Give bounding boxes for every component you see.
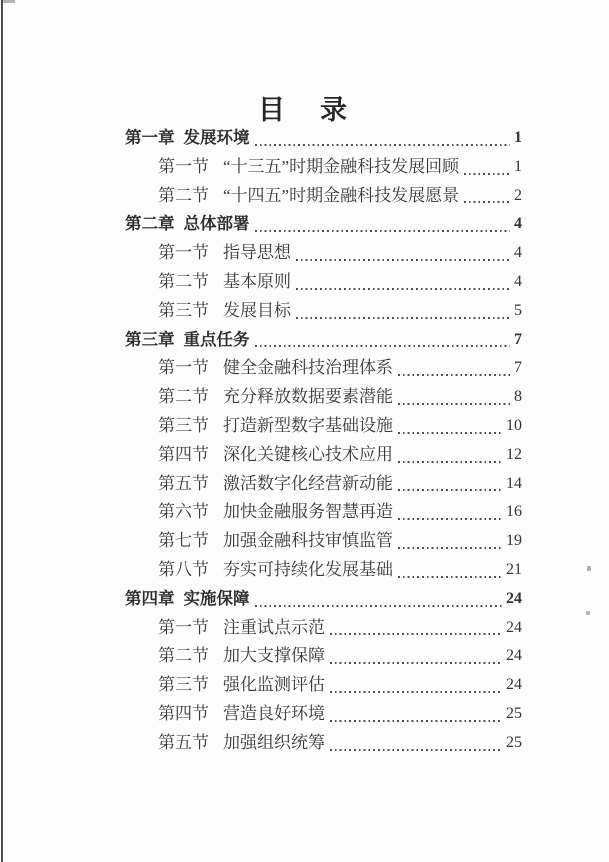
toc-entry-number: 第一节 <box>158 358 209 378</box>
leader-dots <box>398 489 502 491</box>
leader-dots <box>398 461 502 463</box>
leader-dots <box>330 633 502 635</box>
toc-entry-title: 加快金融服务智慧再造 <box>223 502 393 522</box>
leader-dots <box>398 432 502 434</box>
toc-entry-title: 激活数字化经营新动能 <box>223 473 393 493</box>
toc-entry-number: 第五节 <box>158 732 209 752</box>
toc-entry-title: 实施保障 <box>183 589 250 608</box>
toc-entry-section <box>125 182 522 211</box>
leader-dots <box>255 605 503 607</box>
toc-entry-section <box>125 239 522 268</box>
toc-entry-title: 发展环境 <box>183 129 250 147</box>
toc-entry-section <box>125 354 522 383</box>
toc-entry-section <box>125 268 522 297</box>
leader-dots <box>330 662 502 664</box>
leader-dots <box>330 720 502 722</box>
toc-entry-section <box>125 383 522 412</box>
toc-entry-title: “十三五”时期金融科技发展回顾 <box>223 156 460 176</box>
scan-edge-shadow <box>1 0 3 862</box>
leader-dots <box>398 403 510 405</box>
toc-entry-title: 强化监测评估 <box>223 675 325 695</box>
toc-entry-title: 深化关键核心技术应用 <box>223 444 393 464</box>
toc-entry-number: 第一节 <box>158 156 209 176</box>
toc-entry-title: “十四五”时期金融科技发展愿景 <box>223 185 460 205</box>
toc-entry-section <box>125 614 522 643</box>
toc-entry-number: 第一节 <box>158 617 209 637</box>
toc-entry-section <box>125 527 522 556</box>
leader-dots <box>464 173 510 175</box>
toc-entry-number: 第二节 <box>158 271 209 291</box>
toc-entry-chapter <box>125 326 522 355</box>
scan-speck <box>587 566 591 571</box>
toc-entry-number: 第四节 <box>158 703 209 723</box>
toc-entry-number: 第二节 <box>158 646 209 666</box>
toc-entry-page-number: 24 <box>506 589 522 607</box>
toc-entry-section <box>125 441 522 470</box>
toc-entry-section <box>125 729 522 758</box>
toc-entry-number: 第三节 <box>158 300 209 320</box>
toc-entry-title: 健全金融科技治理体系 <box>223 358 393 378</box>
toc-entry-number: 第四章 <box>125 589 175 608</box>
leader-dots <box>255 230 511 232</box>
toc-entry-page-number: 5 <box>514 301 522 319</box>
toc-entry-title: 重点任务 <box>183 330 250 349</box>
toc-entry-chapter <box>125 210 522 239</box>
toc-entry-section <box>125 642 522 671</box>
toc-entry-section <box>125 556 522 585</box>
toc-entry-section <box>125 671 522 700</box>
toc-list <box>125 124 522 758</box>
toc-entry-section <box>125 700 522 729</box>
leader-dots <box>330 749 502 751</box>
leader-dots <box>255 345 511 347</box>
toc-entry-page-number: 12 <box>506 445 522 463</box>
toc-entry-number: 第二节 <box>158 387 209 407</box>
toc-entry-title: 基本原则 <box>223 271 291 291</box>
toc-entry-page-number: 4 <box>514 272 522 290</box>
leader-dots <box>296 317 510 319</box>
toc-entry-title: 营造良好环境 <box>223 703 325 723</box>
toc-entry-number: 第三节 <box>158 675 209 695</box>
toc-entry-page-number: 24 <box>506 647 522 665</box>
toc-entry-title: 充分释放数据要素潜能 <box>223 387 393 407</box>
toc-entry-title: 加大支撑保障 <box>223 646 325 666</box>
toc-entry-section <box>125 153 522 182</box>
toc-entry-page-number: 7 <box>514 330 522 348</box>
toc-entry-page-number: 1 <box>514 129 522 146</box>
toc-entry-page-number: 4 <box>514 215 522 233</box>
toc-entry-number: 第二章 <box>125 215 175 234</box>
toc-entry-number: 第六节 <box>158 502 209 522</box>
leader-dots <box>464 201 510 203</box>
toc-entry-number: 第八节 <box>158 559 209 579</box>
toc-entry-number: 第一章 <box>125 129 175 147</box>
toc-entry-page-number: 10 <box>506 416 522 434</box>
toc-entry-page-number: 25 <box>506 704 522 722</box>
toc-entry-title: 总体部署 <box>183 215 250 234</box>
toc-entry-title: 指导思想 <box>223 243 291 263</box>
toc-entry-page-number: 2 <box>514 186 522 204</box>
toc-entry-page-number: 7 <box>514 359 522 377</box>
toc-entry-title: 打造新型数字基础设施 <box>223 415 393 435</box>
toc-entry-page-number: 21 <box>506 560 522 578</box>
leader-dots <box>398 374 510 376</box>
toc-entry-page-number: 25 <box>506 733 522 751</box>
leader-dots <box>330 691 502 693</box>
toc-entry-number: 第五节 <box>158 473 209 493</box>
leader-dots <box>398 547 502 549</box>
toc-entry-title: 注重试点示范 <box>223 617 325 637</box>
leader-dots <box>255 144 511 146</box>
toc-entry-page-number: 24 <box>506 618 522 636</box>
scan-artifact-top-left <box>3 0 15 3</box>
toc-entry-page-number: 8 <box>514 388 522 406</box>
scan-speck <box>586 611 590 615</box>
toc-entry-number: 第三章 <box>125 330 175 349</box>
toc-entry-section <box>125 297 522 326</box>
toc-entry-page-number: 16 <box>506 503 522 521</box>
toc-entry-section <box>125 470 522 499</box>
toc-entry-section <box>125 412 522 441</box>
page-title: 目 录 <box>258 95 351 126</box>
toc-entry-page-number: 1 <box>514 157 522 175</box>
toc-entry-number: 第四节 <box>158 444 209 464</box>
toc-entry-page-number: 19 <box>506 532 522 550</box>
toc-entry-title: 发展目标 <box>223 300 291 320</box>
toc-entry-title: 夯实可持续化发展基础 <box>223 559 393 579</box>
toc-entry-section <box>125 498 522 527</box>
toc-entry-title: 加强组织统筹 <box>223 732 325 752</box>
leader-dots <box>296 288 510 290</box>
toc-entry-title: 加强金融科技审慎监管 <box>223 531 393 551</box>
toc-entry-number: 第二节 <box>158 185 209 205</box>
leader-dots <box>398 518 502 520</box>
toc-entry-number: 第一节 <box>158 243 209 263</box>
toc-entry-number: 第三节 <box>158 415 209 435</box>
leader-dots <box>398 576 502 578</box>
toc-entry-page-number: 4 <box>514 244 522 262</box>
toc-entry-chapter <box>125 585 522 614</box>
leader-dots <box>296 259 510 261</box>
toc-entry-chapter <box>125 124 522 153</box>
toc-entry-page-number: 14 <box>506 474 522 492</box>
toc-entry-number: 第七节 <box>158 531 209 551</box>
toc-entry-page-number: 24 <box>506 676 522 694</box>
